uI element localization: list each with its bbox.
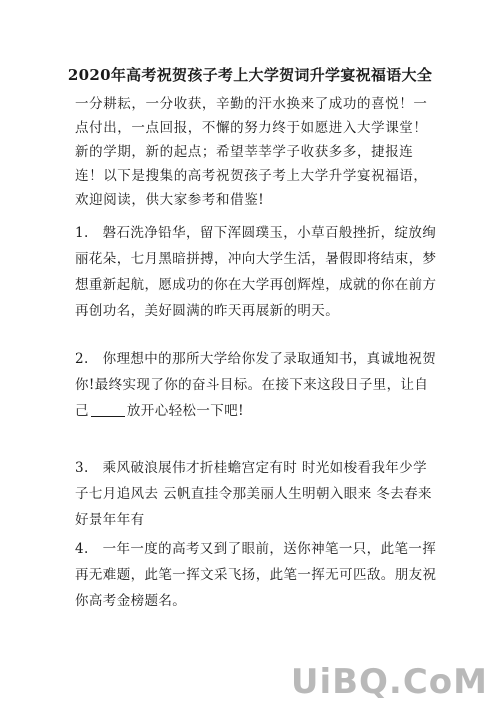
greeting-item-2-text-before: 2. 你理想中的那所大学给你发了录取通知书，真诚地祝贺你!最终实现了你的奋斗目标。在接下来这段日子里，让自己 bbox=[75, 351, 437, 419]
greeting-item-4: 4. 一年一度的高考又到了眼前，送你神笔一只，此笔一挥再无难题，此笔一挥文采飞扬，此笔一挥无可匹敌。朋友祝你高考金榜题名。 bbox=[75, 541, 437, 609]
greeting-item-2-text-after: 放开心轻松一下吧! bbox=[126, 403, 244, 419]
site-watermark: UiBQ.CoM bbox=[290, 662, 488, 702]
greeting-item-3: 3. 乘风破浪展伟才折桂蟾宫定有时 时光如梭看我年少学子七月追风去 云帆直挂令那美丽人生明朝入眼来 冬去春来好景年年有 bbox=[75, 460, 432, 528]
intro-paragraph: 一分耕耘，一分收获，辛勤的汗水换来了成功的喜悦！一点付出，一点回报，不懈的努力终于如愿进入大学课堂！新的学期，新的起点；希望莘莘学子收获多多，捷报连连！以下是搜集的高考祝贺孩子考上大学升学宴祝福语，欢迎阅读，供大家参考和借鉴! bbox=[75, 96, 428, 208]
greeting-item-1: 1. 磐石洗净铅华，留下浑圆璞玉，小草百般挫折，绽放绚丽花朵，七月黑暗拼搏，冲向大学生活，暑假即将结束，梦想重新起航，愿成功的你在大学再创辉煌，成就的你在前方再创功名，美好圆满的昨天再展新的明天。 bbox=[75, 225, 437, 319]
blank-underline bbox=[91, 402, 125, 417]
greeting-item-2 bbox=[75, 346, 440, 424]
document-title: 2020年高考祝贺孩子考上大学贺词升学宴祝福语大全 bbox=[67, 66, 433, 84]
